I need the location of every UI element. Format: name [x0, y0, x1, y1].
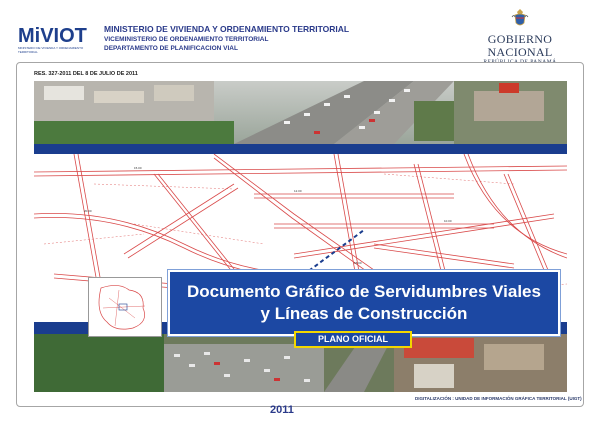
svg-text:15.00: 15.00 [354, 261, 362, 265]
government-logo [460, 8, 580, 66]
document-title-panel [168, 270, 560, 336]
logo-tagline: MINISTERIO DE VIVIENDA Y ORDENAMIENTO TERRITORIAL [18, 46, 84, 54]
svg-text:12.00: 12.00 [294, 189, 302, 193]
panama-seal-icon [510, 8, 530, 28]
blue-band-top [34, 144, 567, 154]
resolution-text: RES. 327-2011 DEL 8 DE JULIO DE 2011 [34, 71, 138, 77]
viceministry-name: VICEMINISTERIO DE ORDENAMIENTO TERRITORIAL [104, 36, 269, 43]
svg-text:20.00: 20.00 [84, 209, 92, 213]
plano-oficial-badge: PLANO OFICIAL [294, 331, 412, 348]
inset-location-map [88, 277, 162, 337]
svg-text:10.00: 10.00 [444, 219, 452, 223]
inset-map-drawing [89, 278, 161, 336]
title-line-2: y Líneas de Construcción [260, 304, 468, 323]
logo-wordmark: MiVIOT [18, 25, 87, 47]
ministry-heading [104, 24, 349, 53]
ministry-name: MINISTERIO DE VIVIENDA Y ORDENAMIENTO TERRITORIAL [104, 24, 350, 34]
title-line-1: Documento Gráfico de Servidumbres Viales [187, 282, 541, 301]
gov-subtitle: REPÚBLICA DE PANAMÁ [483, 59, 557, 65]
department-name: DEPARTAMENTO DE PLANIFICACION VIAL [104, 45, 238, 52]
aerial-photo-top-image [34, 81, 567, 144]
gov-name: GOBIERNO NACIONAL [487, 32, 553, 59]
miviot-logo [18, 25, 92, 54]
digitalization-credit: DIGITALIZACIÓN : UNIDAD DE INFORMACIÓN GRÁFICA TERRITORIAL (UIGT) [415, 396, 582, 401]
svg-text:15.00: 15.00 [134, 166, 142, 170]
aerial-photo-top [34, 81, 567, 144]
document-year: 2011 [270, 404, 294, 416]
